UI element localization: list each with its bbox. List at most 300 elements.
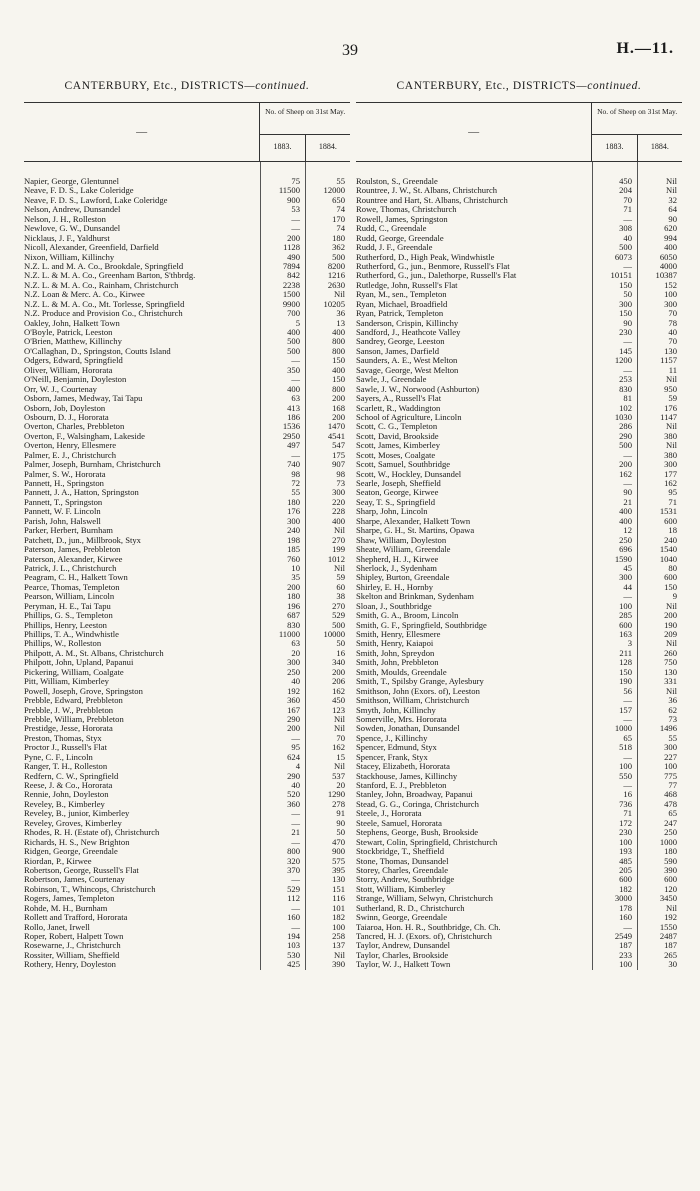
sheep-1884-cell: 130 [332,874,345,885]
owner-name-cell: Taylor, Charles, Brookside [356,950,449,960]
sheep-1883-cell: 233 [619,949,632,960]
sheep-1884-cell: Nil [334,949,345,960]
sheep-1883-cell: 290 [619,430,632,441]
sheep-1884-cell: 150 [332,374,345,385]
owner-name-cell: Smith, Moulds, Greendale [356,667,447,677]
table-row [24,347,350,356]
table-row [356,517,682,526]
sheep-1884-cell: 300 [664,459,677,470]
owner-name-cell: Sandford, J., Heathcote Valley [356,328,461,337]
table-row [356,290,682,299]
sheep-1884-cell: 620 [664,223,677,234]
sheep-1883-cell: 300 [619,572,632,583]
sheep-1884-cell: 180 [664,846,677,857]
owner-name-cell: O'Callaghan, D., Springston, Coutts Island [24,346,171,356]
table-row [356,866,682,875]
sheep-1883-cell: 162 [619,468,632,479]
page-number: 39 [342,42,358,59]
sheep-1884-cell: 800 [332,383,345,394]
owner-name-cell: Scott, C. G., Templeton [356,422,438,432]
sheep-1884-cell: 150 [664,581,677,592]
table-row [24,649,350,658]
sheep-1884-cell: 32 [668,194,677,205]
owner-name-cell: Odgers, Edward, Springfield [24,356,123,366]
owner-name-cell: Stockbridge, T., Sheffield [356,847,445,857]
sheep-1883-cell: 100 [619,836,632,847]
sheep-1883-cell: 71 [623,204,632,215]
sheep-1884-cell: 95 [668,487,677,498]
sheep-1884-cell: 77 [668,780,677,790]
sheep-1884-cell: 36 [668,695,677,706]
owner-name-cell: Steele, J., Hororata [356,809,422,819]
table-row [356,224,682,233]
sheep-1883-cell: 425 [287,959,300,970]
year-1884-header: 1884. [318,142,337,151]
sheep-1884-cell: 100 [332,921,345,932]
sheep-1883-cell: 172 [619,817,632,828]
table-row [24,781,350,790]
owner-name-cell: Nicklaus, J. F., Yaldhurst [24,233,110,243]
sheep-1884-cell: 1531 [659,506,677,517]
sheep-1883-cell: 72 [291,478,300,488]
sheep-1884-cell: Nil [334,723,345,734]
sheep-1884-cell: 40 [668,327,677,337]
sheep-1883-cell: 290 [287,770,300,781]
table-row [356,253,682,262]
owner-name-cell: Osbourn, D. J., Hororata [24,412,109,422]
table-row [24,517,350,526]
sheep-1883-cell: 290 [287,713,300,724]
sheep-1883-cell: 490 [287,251,300,262]
owner-name-cell: Prebble, William, Prebbleton [24,714,124,724]
owner-name-cell: Seay, T. S., Springfield [356,497,436,507]
sheep-1883-cell: 11500 [278,185,300,196]
sheep-1883-cell: 63 [291,638,300,649]
owner-name-cell: Palmer, Joseph, Burnham, Christchurch [24,460,161,470]
sheep-1884-cell: 340 [332,657,345,668]
table-row [356,536,682,545]
owner-name-cell: Oakley, John, Halkett Town [24,318,120,328]
sheep-1883-cell: — [623,751,632,762]
sheep-1884-cell: 120 [664,883,677,894]
sheep-1884-cell: 100 [664,289,677,300]
sheep-1883-cell: 35 [291,572,300,583]
owner-name-cell: Rhodes, R. H. (Estate of), Christchurch [24,828,160,838]
owner-name-cell: Swinn, George, Greendale [356,913,448,923]
table-row [356,960,682,969]
sheep-1883-cell: 150 [619,279,632,290]
table-row [24,432,350,441]
table-row [356,819,682,828]
sheep-1884-cell: Nil [666,185,677,196]
sheep-1884-cell: 130 [664,666,677,677]
sheep-1884-cell: 470 [332,836,345,847]
owner-name-cell: Roulston, S., Greendale [356,177,438,186]
table-row [24,300,350,309]
sheep-1883-cell: 360 [287,695,300,706]
owner-name-cell: Ridgen, George, Greendale [24,847,118,857]
owner-name-cell: Sowden, Jonathan, Dunsandel [356,724,460,734]
owner-name-cell: Reese, J. & Co., Hororata [24,781,113,790]
sheep-1883-cell: 736 [619,798,632,809]
owner-name-cell: Shirley, E. H., Hornby [356,582,434,592]
owner-name-cell: O'Neill, Benjamin, Doyleston [24,375,127,385]
sheep-1884-cell: 1000 [659,836,677,847]
section-title [24,80,350,94]
sheep-1884-cell: 380 [664,449,677,460]
sheep-1884-cell: 265 [664,949,677,960]
sheep-1883-cell: 1200 [614,355,632,366]
sheep-1883-cell: 211 [619,647,632,658]
sheep-1883-cell: 44 [623,581,632,592]
owner-name-cell: Steele, Samuel, Hororata [356,818,442,828]
sheep-1883-cell: 485 [619,855,632,866]
sheep-1883-cell: 250 [287,666,300,677]
sheep-1884-cell: 400 [332,327,345,337]
owner-name-cell: Scott, Samuel, Southbridge [356,460,451,470]
owner-name-cell: Parker, Herbert, Burnham [24,526,113,536]
sheep-1883-cell: 12 [623,525,632,536]
owner-name-cell: Sanderson, Crispin, Killinchy [356,318,459,328]
owner-name-cell: Pitt, William, Kimberley [24,677,109,687]
sheep-1883-cell: 198 [287,534,300,545]
sheep-1883-cell: — [291,213,300,224]
sheep-1883-cell: — [623,713,632,724]
sheep-1883-cell: 1590 [614,553,632,564]
owner-name-cell: Paterson, James, Prebbleton [24,545,121,555]
sheep-1883-cell: 830 [287,619,300,630]
sheep-1884-cell: 600 [664,572,677,583]
name-column-header: — [24,103,260,161]
sheep-1883-cell: 45 [623,562,632,573]
sheep-1883-cell: — [291,732,300,743]
owner-name-cell: Storry, Andrew, Southbridge [356,875,455,885]
owner-name-cell: Proctor J., Russell's Flat [24,743,107,753]
owner-name-cell: Scott, David, Brookside [356,431,439,441]
owner-name-cell: Skelton and Brinkman, Sydenham [356,592,474,602]
sheep-1883-cell: — [623,449,632,460]
section-title-continued: —continued. [244,80,310,92]
sheep-1884-cell: Nil [666,374,677,385]
table-row [24,536,350,545]
table-row [356,451,682,460]
table-row [24,337,350,346]
owner-name-cell: Scott, W., Hockley, Dunsandel [356,469,462,479]
table-row [356,772,682,781]
table-row [356,913,682,922]
sheep-1884-cell: 187 [664,940,677,951]
owner-name-cell: Sandrey, George, Leeston [356,337,445,347]
sheep-1884-cell: 192 [664,912,677,923]
owner-name-cell: Stanley, John, Broadway, Papanui [356,790,473,800]
table-row [356,611,682,620]
sheep-1883-cell: 842 [287,270,300,281]
sheep-1884-cell: 1470 [327,421,345,432]
owner-name-cell: Robinson, T., Whincops, Christchurch [24,884,156,894]
sheep-1883-cell: 182 [619,883,632,894]
sheep-1884-cell: 130 [664,345,677,356]
sheep-1883-cell: 760 [287,553,300,564]
sheep-1884-cell: 10205 [323,298,345,309]
sheep-1884-cell: 270 [332,534,345,545]
sheep-1884-cell: Nil [666,421,677,432]
sheep-1883-cell: 2549 [614,931,632,941]
table-row [24,847,350,856]
sheep-1884-cell: 2487 [659,931,677,941]
table-row [356,470,682,479]
owner-name-cell: Sheate, William, Greendale [356,545,451,555]
table-row [24,639,350,648]
sheep-1883-cell: 205 [619,864,632,875]
sheep-1883-cell: — [291,449,300,460]
sheep-1884-cell: 362 [332,242,345,253]
sheep-1884-cell: 500 [332,251,345,262]
table-row [24,762,350,771]
owner-name-cell: N.Z. Produce and Provision Co., Christchurch [24,309,183,319]
sheep-1884-cell: 478 [664,798,677,809]
owner-name-cell: Taylor, Andrew, Dunsandel [356,941,450,951]
sheep-1884-cell: 190 [664,619,677,630]
owner-name-cell: Sanson, James, Darfield [356,346,440,356]
table-row [24,234,350,243]
owner-name-cell: Robertson, James, Courtenay [24,875,125,885]
sheep-1883-cell: 40 [291,780,300,790]
sheep-1883-cell: 40 [623,232,632,243]
owner-name-cell: Osborn, Job, Doyleston [24,403,106,413]
table-row [24,904,350,913]
table-row [24,790,350,799]
sheep-1884-cell: 450 [332,695,345,706]
table-row [24,564,350,573]
sheep-1884-cell: Nil [666,685,677,696]
sheep-1883-cell: 150 [619,666,632,677]
owner-name-cell: Rothery, Henry, Doyleston [24,960,116,970]
table-row [356,753,682,762]
sheep-1884-cell: 64 [668,204,677,215]
sheep-1884-cell: 152 [664,279,677,290]
sheep-1883-cell: — [623,478,632,488]
owner-name-cell: Smith, Henry, Kaiapoi [356,639,434,649]
sheep-1883-cell: 180 [287,591,300,602]
table-row [24,470,350,479]
table-row [24,215,350,224]
sheep-1883-cell: 529 [287,883,300,894]
sheep-1883-cell: 500 [287,336,300,347]
owner-name-cell: Spence, J., Killinchy [356,733,428,743]
table-row [24,592,350,601]
table-row [356,262,682,271]
table-row [356,951,682,960]
owner-name-cell: Overton, Charles, Prebbleton [24,422,125,432]
owner-name-cell: Searle, Joseph, Sheffield [356,479,441,488]
table-row [24,545,350,554]
sheep-1883-cell: 75 [291,176,300,186]
sheep-1884-cell: 260 [664,647,677,658]
owner-name-cell: Nelson, Andrew, Dunsandel [24,205,121,215]
owner-name-cell: Stewart, Colin, Springfield, Christchurch [356,837,498,847]
sheep-1883-cell: 176 [287,506,300,517]
table-row [356,422,682,431]
sheep-1884-cell: 59 [336,572,345,583]
sheep-1884-cell: 10000 [323,629,345,639]
sheep-1883-cell: 350 [287,364,300,375]
table-row [356,592,682,601]
sheep-1883-cell: 518 [619,742,632,753]
table-row [24,422,350,431]
sheep-1883-cell: 190 [619,676,632,687]
sheep-1883-cell: 370 [287,864,300,875]
sheep-1884-cell: 150 [332,355,345,366]
sheep-1884-cell: 91 [336,808,345,819]
owner-name-cell: N.Z. Loan & Merc. A. Co., Kirwee [24,290,145,300]
sheep-1884-cell: 70 [668,308,677,319]
table-row [24,488,350,497]
sheep-1883-cell: — [291,223,300,234]
table-row [24,224,350,233]
table-header [24,102,350,162]
sheep-1884-cell: 300 [664,298,677,309]
sheep-1884-cell: 177 [664,468,677,479]
owner-name-cell: Rowell, James, Springston [356,214,448,224]
owner-name-cell: Sawle, J., Greendale [356,375,427,385]
sheep-1883-cell: 696 [619,544,632,555]
sheep-1883-cell: 240 [287,525,300,536]
owner-name-cell: Ryan, Patrick, Templeton [356,309,444,319]
year-1884-header: 1884. [650,142,669,151]
owner-name-cell: Rutherford, G., jun., Benmore, Russell's Flat [356,261,510,271]
table-row [24,243,350,252]
sheep-1883-cell: 163 [619,629,632,639]
table-row [356,762,682,771]
sheep-1884-cell: 12000 [323,185,345,196]
sheep-1883-cell: 160 [287,912,300,923]
owner-name-cell: Stacey, Elizabeth, Hororata [356,762,450,772]
table-row [356,460,682,469]
sheep-1883-cell: 308 [619,223,632,234]
sheep-1884-cell: 278 [332,798,345,809]
sheep-1884-cell: 590 [664,855,677,866]
sheep-1883-cell: 193 [619,846,632,857]
table-row [24,404,350,413]
table-row [24,366,350,375]
sheep-1883-cell: 300 [619,298,632,309]
table-row [356,498,682,507]
owner-name-cell: N.Z. L. and M. A. Co., Brookdale, Springfield [24,261,184,271]
sheep-1884-cell: 90 [668,213,677,224]
owner-name-cell: Robertson, George, Russell's Flat [24,865,139,875]
section-title-text: CANTERBURY, Etc., DISTRICTS [396,80,577,92]
sheep-1884-cell: Nil [334,289,345,300]
sheep-1884-cell: 65 [668,808,677,819]
owner-name-cell: Rountree and Hart, St. Albans, Christchurch [356,195,508,205]
table-row [356,488,682,497]
sheep-1883-cell: 95 [291,742,300,753]
sheep-1883-cell: — [291,374,300,385]
sheep-1884-cell: 176 [664,402,677,413]
sheep-1884-cell: 62 [668,704,677,715]
right-table-body [356,177,682,970]
sheep-1884-cell: 9 [672,591,677,602]
owner-name-cell: Sutherland, R. D., Christchurch [356,903,465,913]
sheep-1884-cell: 400 [332,515,345,526]
table-row [24,951,350,960]
owner-name-cell: Pearce, Thomas, Templeton [24,582,120,592]
owner-name-cell: Rutherford, D., High Peak, Windwhistle [356,252,495,262]
owner-name-cell: Smith, G. A., Broom, Lincoln [356,611,459,621]
sheep-1883-cell: — [623,921,632,932]
sheep-1884-cell: 11 [668,364,677,375]
owner-name-cell: Spencer, Frank, Styx [356,752,428,762]
table-row [24,290,350,299]
table-row [356,271,682,280]
table-row [356,507,682,516]
owner-name-cell: Ryan, M., sen., Templeton [356,290,447,300]
sheep-1884-cell: 38 [336,591,345,602]
sheep-1884-cell: 36 [336,308,345,319]
table-row [356,687,682,696]
sheep-1883-cell: 11000 [278,629,300,639]
sheep-1883-cell: 16 [623,789,632,800]
sheep-1884-cell: 240 [664,534,677,545]
sheep-1884-cell: 199 [332,544,345,555]
owner-name-cell: Tancred, H. J. (Exors. of), Christchurch [356,932,492,941]
sheep-1884-cell: 775 [664,770,677,781]
table-row [356,932,682,941]
table-row [356,441,682,450]
sheep-1883-cell: — [291,874,300,885]
owner-name-cell: Smyth, John, Killinchy [356,705,436,715]
sheep-1884-cell: 162 [664,478,677,488]
table-row [356,555,682,564]
sheep-1884-cell: 180 [332,232,345,243]
owner-name-cell: Phillips, T. A., Windwhistle [24,630,119,639]
section-title-text: CANTERBURY, Etc., DISTRICTS [64,80,245,92]
table-row [356,319,682,328]
sheep-1884-cell: Nil [334,562,345,573]
sheep-1884-cell: 1157 [660,355,677,366]
table-row [356,621,682,630]
owner-name-cell: Sharp, John, Lincoln [356,507,428,517]
owner-name-cell: Savage, George, West Melton [356,365,459,375]
table-row [24,828,350,837]
owner-name-cell: Rohde, M. H., Burnham [24,903,108,913]
sheep-1883-cell: 81 [623,393,632,404]
sheep-1884-cell: 1290 [327,789,345,800]
sheep-1884-cell: 200 [332,666,345,677]
owner-name-cell: Osborn, James, Medway, Tai Tapu [24,394,143,404]
owner-name-cell: Rollett and Trafford, Hororata [24,913,128,923]
sheep-1883-cell: — [623,336,632,347]
sheep-1883-cell: 200 [287,723,300,734]
sheep-1883-cell: 400 [619,515,632,526]
table-row [24,196,350,205]
table-row [24,281,350,290]
owner-name-cell: Sawle, J. W., Norwood (Ashburton) [356,384,480,394]
sheep-1884-cell: 30 [668,959,677,970]
sheep-1884-cell: 206 [332,676,345,687]
sheep-1883-cell: 65 [623,732,632,743]
sheep-1884-cell: 15 [336,751,345,762]
owner-name-cell: Rutherford, G., jun., Dalethorpe, Russell's Flat [356,271,517,281]
table-row [356,394,682,403]
sheep-1883-cell: 286 [619,421,632,432]
table-row [356,696,682,705]
table-row [356,526,682,535]
sheep-1883-cell: 70 [623,194,632,205]
owner-name-cell: O'Brien, Matthew, Killinchy [24,337,122,347]
owner-name-cell: Pannett, T., Springston [24,497,103,507]
sheep-1884-cell: 18 [668,525,677,536]
